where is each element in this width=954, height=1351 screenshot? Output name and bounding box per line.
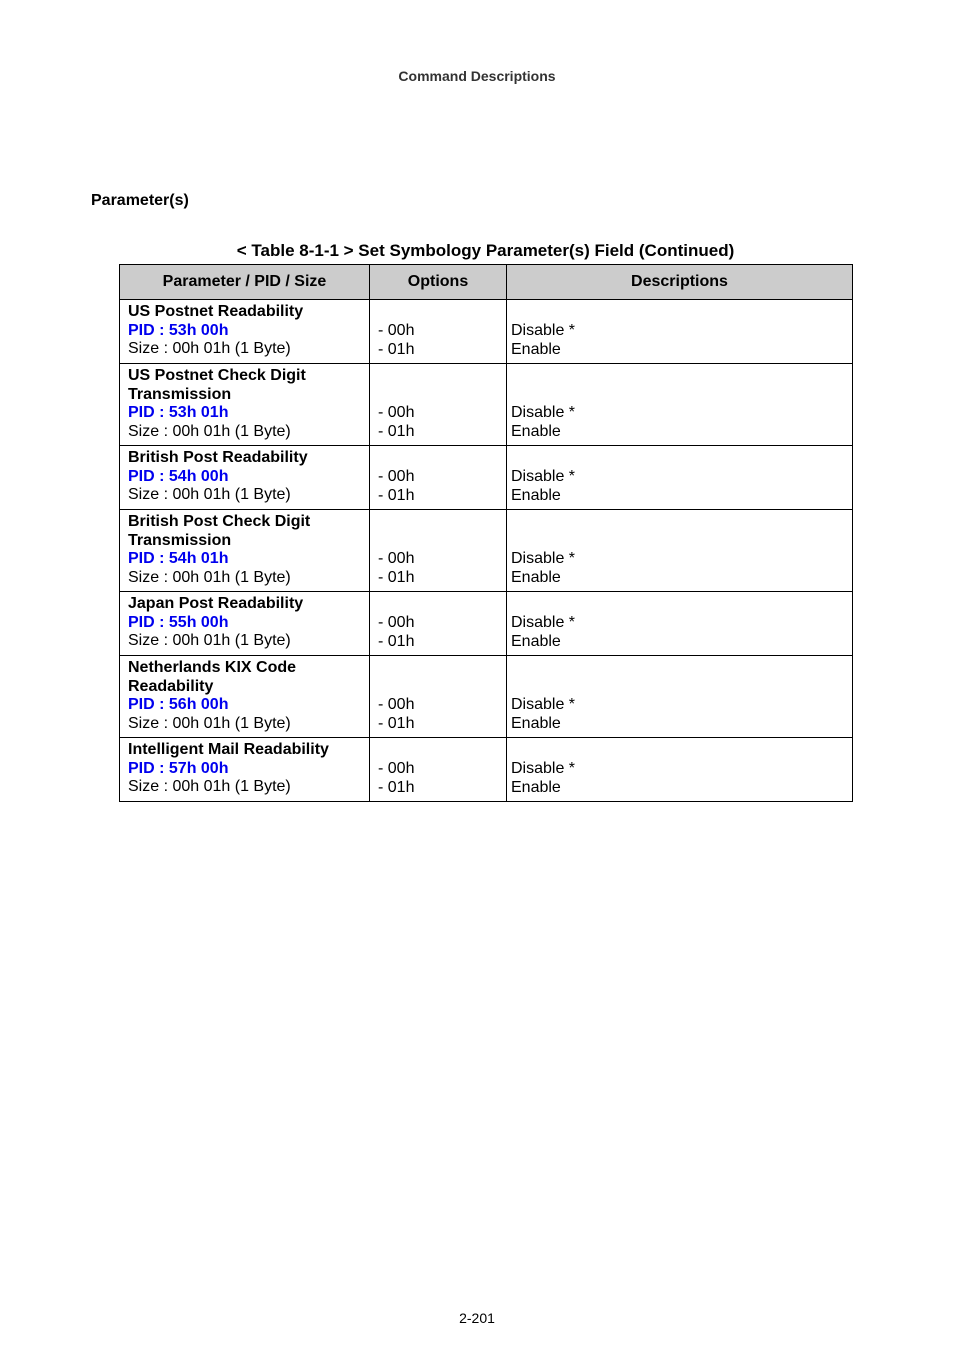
parameter-size: Size : 00h 01h (1 Byte) — [128, 778, 291, 795]
parameter-name: US Postnet Check Digit Transmission — [128, 367, 306, 403]
parameter-name: Japan Post Readability — [128, 595, 304, 612]
option-value: - 00h — [378, 614, 415, 631]
column-header-descriptions: Descriptions — [507, 265, 853, 300]
parameter-cell — [120, 364, 370, 446]
parameter-cell — [120, 656, 370, 738]
options-cell — [370, 738, 507, 802]
option-description: Disable * — [511, 468, 576, 485]
parameter-pid: PID : 54h 01h — [128, 550, 229, 567]
options-cell — [370, 510, 507, 592]
table-row — [120, 656, 853, 738]
parameter-size: Size : 00h 01h (1 Byte) — [128, 486, 291, 503]
parameter-name: US Postnet Readability — [128, 303, 304, 320]
table-header-row — [120, 265, 853, 300]
parameter-cell — [120, 446, 370, 510]
descriptions-cell — [507, 364, 853, 446]
parameter-cell — [120, 300, 370, 364]
parameter-table — [119, 264, 853, 802]
option-description: Disable * — [511, 322, 576, 339]
table-row — [120, 738, 853, 802]
table-row — [120, 510, 853, 592]
descriptions-cell — [507, 446, 853, 510]
section-heading: Parameter(s) — [91, 192, 189, 209]
parameter-name: British Post Check Digit Transmission — [128, 513, 311, 549]
parameter-size: Size : 00h 01h (1 Byte) — [128, 632, 291, 649]
parameter-pid: PID : 53h 01h — [128, 404, 229, 421]
parameter-pid: PID : 56h 00h — [128, 696, 229, 713]
parameter-cell — [120, 738, 370, 802]
table-caption: < Table 8-1-1 > Set Symbology Parameter(s) Field (Continued) — [236, 241, 735, 260]
table-row — [120, 300, 853, 364]
option-description: Disable * — [511, 696, 576, 713]
option-value: - 00h — [378, 760, 415, 777]
parameter-size: Size : 00h 01h (1 Byte) — [128, 568, 291, 586]
table-row — [120, 592, 853, 656]
option-description: Enable — [511, 422, 561, 440]
option-value: - 00h — [378, 468, 415, 485]
option-description: Enable — [511, 340, 561, 358]
column-header-parameter: Parameter / PID / Size — [120, 265, 370, 300]
option-description: Disable * — [511, 404, 576, 421]
option-description: Enable — [511, 778, 561, 796]
parameter-size: Size : 00h 01h (1 Byte) — [128, 422, 291, 440]
parameter-name: British Post Readability — [128, 449, 308, 466]
parameter-size: Size : 00h 01h (1 Byte) — [128, 714, 291, 732]
option-value: - 01h — [378, 568, 415, 586]
option-value: - 00h — [378, 550, 415, 567]
option-description: Enable — [511, 632, 561, 650]
parameter-cell — [120, 510, 370, 592]
parameter-pid: PID : 54h 00h — [128, 467, 229, 485]
table-row — [120, 364, 853, 446]
option-value: - 00h — [378, 322, 415, 339]
option-description: Disable * — [511, 760, 576, 777]
options-cell — [370, 446, 507, 510]
descriptions-cell — [507, 656, 853, 738]
options-cell — [370, 300, 507, 364]
option-description: Disable * — [511, 550, 576, 567]
parameter-name: Intelligent Mail Readability — [128, 741, 329, 758]
table-body — [120, 300, 853, 802]
parameter-pid: PID : 53h 00h — [128, 321, 229, 339]
options-cell — [370, 364, 507, 446]
option-value: - 00h — [378, 404, 415, 421]
parameter-size: Size : 00h 01h (1 Byte) — [128, 340, 291, 357]
descriptions-cell — [507, 592, 853, 656]
option-description: Disable * — [511, 614, 576, 631]
options-cell — [370, 656, 507, 738]
option-value: - 01h — [378, 714, 415, 732]
table-row — [120, 446, 853, 510]
descriptions-cell — [507, 300, 853, 364]
descriptions-cell — [507, 738, 853, 802]
running-header: Command Descriptions — [398, 68, 556, 84]
column-header-options: Options — [370, 265, 507, 300]
option-value: - 01h — [378, 340, 415, 358]
option-value: - 00h — [378, 696, 415, 713]
parameter-pid: PID : 55h 00h — [128, 613, 229, 631]
parameter-cell — [120, 592, 370, 656]
option-description: Enable — [511, 486, 561, 504]
option-value: - 01h — [378, 778, 415, 796]
option-value: - 01h — [378, 422, 415, 440]
descriptions-cell — [507, 510, 853, 592]
parameter-pid: PID : 57h 00h — [128, 759, 229, 777]
option-description: Enable — [511, 568, 561, 586]
option-description: Enable — [511, 714, 561, 732]
option-value: - 01h — [378, 632, 415, 650]
options-cell — [370, 592, 507, 656]
parameter-name: Netherlands KIX Code Readability — [128, 659, 297, 695]
page-number: 2-201 — [459, 1310, 495, 1326]
option-value: - 01h — [378, 486, 415, 504]
